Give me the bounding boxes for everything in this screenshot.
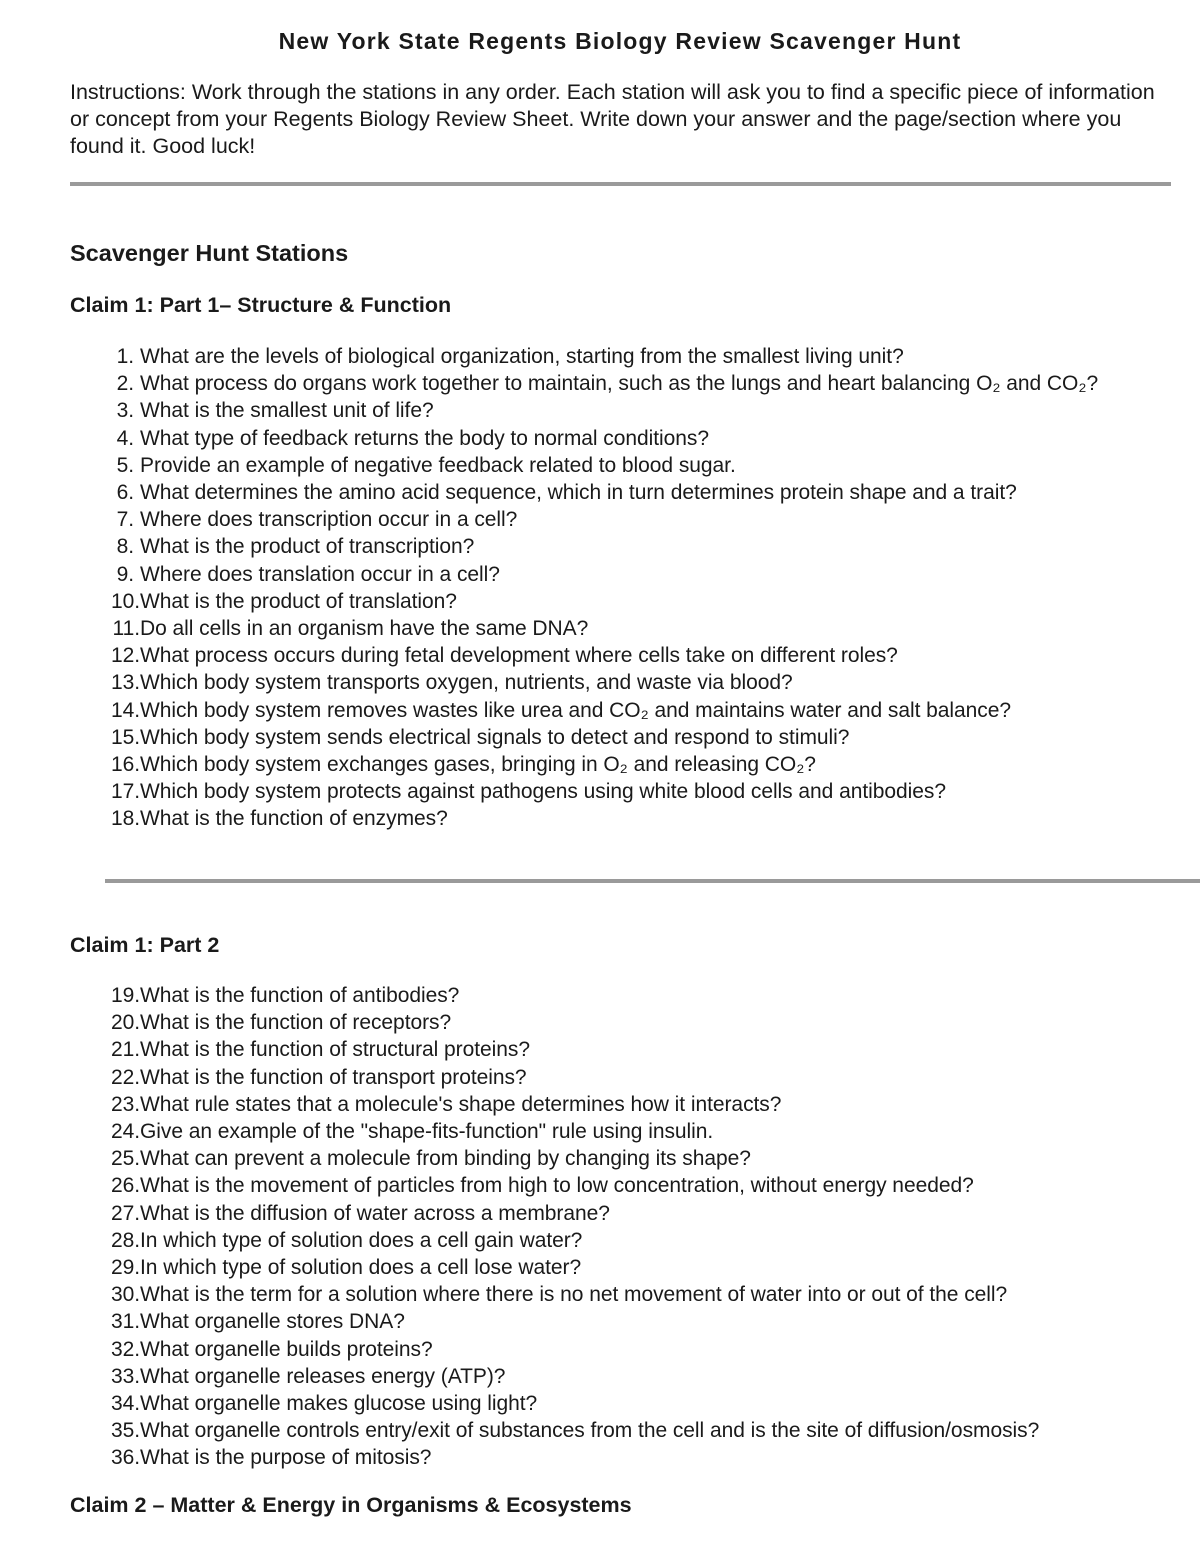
question-item [0, 1308, 1180, 1335]
question-item [0, 1118, 1180, 1145]
question-text: What is the function of structural proteins? [140, 1038, 530, 1062]
question-text: What process do organs work together to maintain, such as the lungs and heart balancing O₂ and CO₂? [140, 372, 1099, 396]
question-item [0, 669, 1180, 696]
question-number: 21. [110, 1038, 140, 1062]
question-number: 7. [116, 508, 134, 532]
question-item [0, 778, 1180, 805]
claim1-part2-heading: Claim 1: Part 2 [70, 933, 220, 957]
question-text: Provide an example of negative feedback related to blood sugar. [140, 453, 736, 477]
question-text: Which body system transports oxygen, nutrients, and waste via blood? [140, 671, 793, 695]
question-text: Give an example of the "shape-fits-function" rule using insulin. [140, 1120, 714, 1144]
question-number: 8. [116, 535, 134, 559]
question-item [0, 1145, 1180, 1172]
question-number: 23. [110, 1092, 140, 1116]
question-number: 5. [116, 453, 134, 477]
horizontal-divider [70, 182, 1171, 186]
question-number: 28. [110, 1228, 140, 1252]
question-number: 30. [110, 1283, 140, 1307]
question-text: What organelle stores DNA? [140, 1310, 405, 1334]
question-text: What organelle controls entry/exit of substances from the cell and is the site of diffusion/osmosis? [140, 1419, 1040, 1443]
question-text: Where does translation occur in a cell? [140, 562, 500, 586]
question-text: What process occurs during fetal development where cells take on different roles? [140, 644, 898, 668]
question-number: 14. [110, 698, 140, 722]
question-number: 35. [110, 1419, 140, 1443]
question-text: What is the product of translation? [140, 589, 457, 613]
question-number: 1. [116, 345, 134, 368]
question-item [0, 506, 1180, 533]
question-number: 25. [110, 1147, 140, 1171]
question-text: In which type of solution does a cell gain water? [140, 1228, 583, 1252]
question-item [0, 1036, 1180, 1063]
question-item [0, 1009, 1180, 1036]
question-text: What is the function of antibodies? [140, 984, 460, 1007]
question-item [0, 1281, 1180, 1308]
question-text: What is the function of enzymes? [140, 807, 448, 831]
question-number: 10. [110, 589, 140, 613]
question-text: What organelle makes glucose using light? [140, 1392, 538, 1416]
question-text: What is the smallest unit of life? [140, 399, 434, 423]
question-item [0, 1444, 1180, 1471]
question-text: What type of feedback returns the body to normal conditions? [140, 426, 709, 450]
question-item [0, 1172, 1180, 1199]
document-title: New York State Regents Biology Review Scavenger Hunt [278, 28, 962, 54]
question-item [0, 479, 1180, 506]
claim1-part1-question-list [0, 343, 1180, 833]
question-text: Which body system sends electrical signals to detect and respond to stimuli? [140, 725, 850, 749]
question-text: Do all cells in an organism have the same DNA? [140, 617, 589, 641]
question-text: In which type of solution does a cell lose water? [140, 1256, 582, 1280]
question-text: What organelle builds proteins? [140, 1337, 433, 1361]
question-number: 12. [110, 644, 140, 668]
question-text: What is the function of transport proteins? [140, 1065, 527, 1089]
question-number: 31. [110, 1310, 140, 1334]
question-item [0, 1390, 1180, 1417]
question-number: 13. [110, 671, 140, 695]
question-number: 3. [116, 399, 134, 423]
question-item [0, 724, 1180, 751]
question-item [0, 370, 1180, 397]
question-item [0, 1363, 1180, 1390]
question-number: 2. [116, 372, 134, 396]
question-number: 26. [110, 1174, 140, 1198]
question-number: 4. [116, 426, 134, 450]
question-text: Which body system protects against pathogens using white blood cells and antibodies? [140, 780, 946, 804]
question-text: Which body system removes wastes like urea and CO₂ and maintains water and salt balance? [140, 698, 1012, 722]
question-number: 11. [112, 617, 140, 641]
question-text: What is the term for a solution where there is no net movement of water into or out of the cell? [140, 1283, 1008, 1307]
question-text: What are the levels of biological organization, starting from the smallest living unit? [140, 345, 904, 368]
question-number: 20. [110, 1011, 140, 1035]
horizontal-divider [105, 879, 1200, 883]
question-text: What is the function of receptors? [140, 1011, 452, 1035]
question-number: 19. [110, 984, 140, 1007]
question-number: 36. [110, 1446, 140, 1470]
question-number: 16. [110, 753, 140, 777]
question-item [0, 697, 1180, 724]
question-number: 22. [110, 1065, 140, 1089]
question-item [0, 397, 1180, 424]
question-number: 33. [110, 1364, 140, 1388]
question-item [0, 1254, 1180, 1281]
question-item [0, 588, 1180, 615]
question-number: 34. [110, 1392, 140, 1416]
question-text: What organelle releases energy (ATP)? [140, 1364, 506, 1388]
question-item [0, 1064, 1180, 1091]
question-item [0, 751, 1180, 778]
claim2-heading: Claim 2 – Matter & Energy in Organisms & Ecosystems [70, 1493, 632, 1517]
question-item [0, 1227, 1180, 1254]
question-text: What is the product of transcription? [140, 535, 475, 559]
question-text: What determines the amino acid sequence, which in turn determines protein shape and a trait? [140, 481, 1017, 505]
question-number: 24. [110, 1120, 140, 1144]
question-number: 6. [116, 481, 134, 505]
question-item [0, 425, 1180, 452]
question-item [0, 642, 1180, 669]
question-text: What is the movement of particles from high to low concentration, without energy needed? [140, 1174, 974, 1198]
question-number: 15. [110, 725, 140, 749]
instructions-paragraph: Instructions: Work through the stations in any order. Each station will ask you to find a specific piece of information or concept from your Regents Biology Review Sheet. Write down your answer and the page/section where you found it. Good luck! [70, 80, 1155, 158]
question-number: 9. [116, 562, 134, 586]
question-text: Which body system exchanges gases, bringing in O₂ and releasing CO₂? [140, 753, 816, 777]
question-text: What rule states that a molecule's shape determines how it interacts? [140, 1092, 782, 1116]
claim1-part2-question-list [0, 982, 1180, 1472]
question-number: 32. [110, 1337, 140, 1361]
question-text: What is the diffusion of water across a membrane? [140, 1201, 610, 1225]
question-item [0, 343, 1180, 370]
question-item [0, 1091, 1180, 1118]
claim1-part1-heading: Claim 1: Part 1– Structure & Function [70, 293, 452, 317]
question-item [0, 1417, 1180, 1444]
question-item [0, 615, 1180, 642]
question-number: 18. [110, 807, 140, 831]
question-item [0, 1200, 1180, 1227]
question-number: 27. [110, 1201, 140, 1225]
question-item [0, 1336, 1180, 1363]
stations-heading: Scavenger Hunt Stations [70, 240, 349, 266]
question-item [0, 452, 1180, 479]
question-text: What is the purpose of mitosis? [140, 1446, 432, 1470]
question-item [0, 533, 1180, 560]
question-number: 29. [110, 1256, 140, 1280]
question-item [0, 805, 1180, 832]
question-item [0, 561, 1180, 588]
question-item [0, 982, 1180, 1009]
question-number: 17. [110, 780, 140, 804]
question-text: What can prevent a molecule from binding by changing its shape? [140, 1147, 751, 1171]
question-text: Where does transcription occur in a cell? [140, 508, 518, 532]
